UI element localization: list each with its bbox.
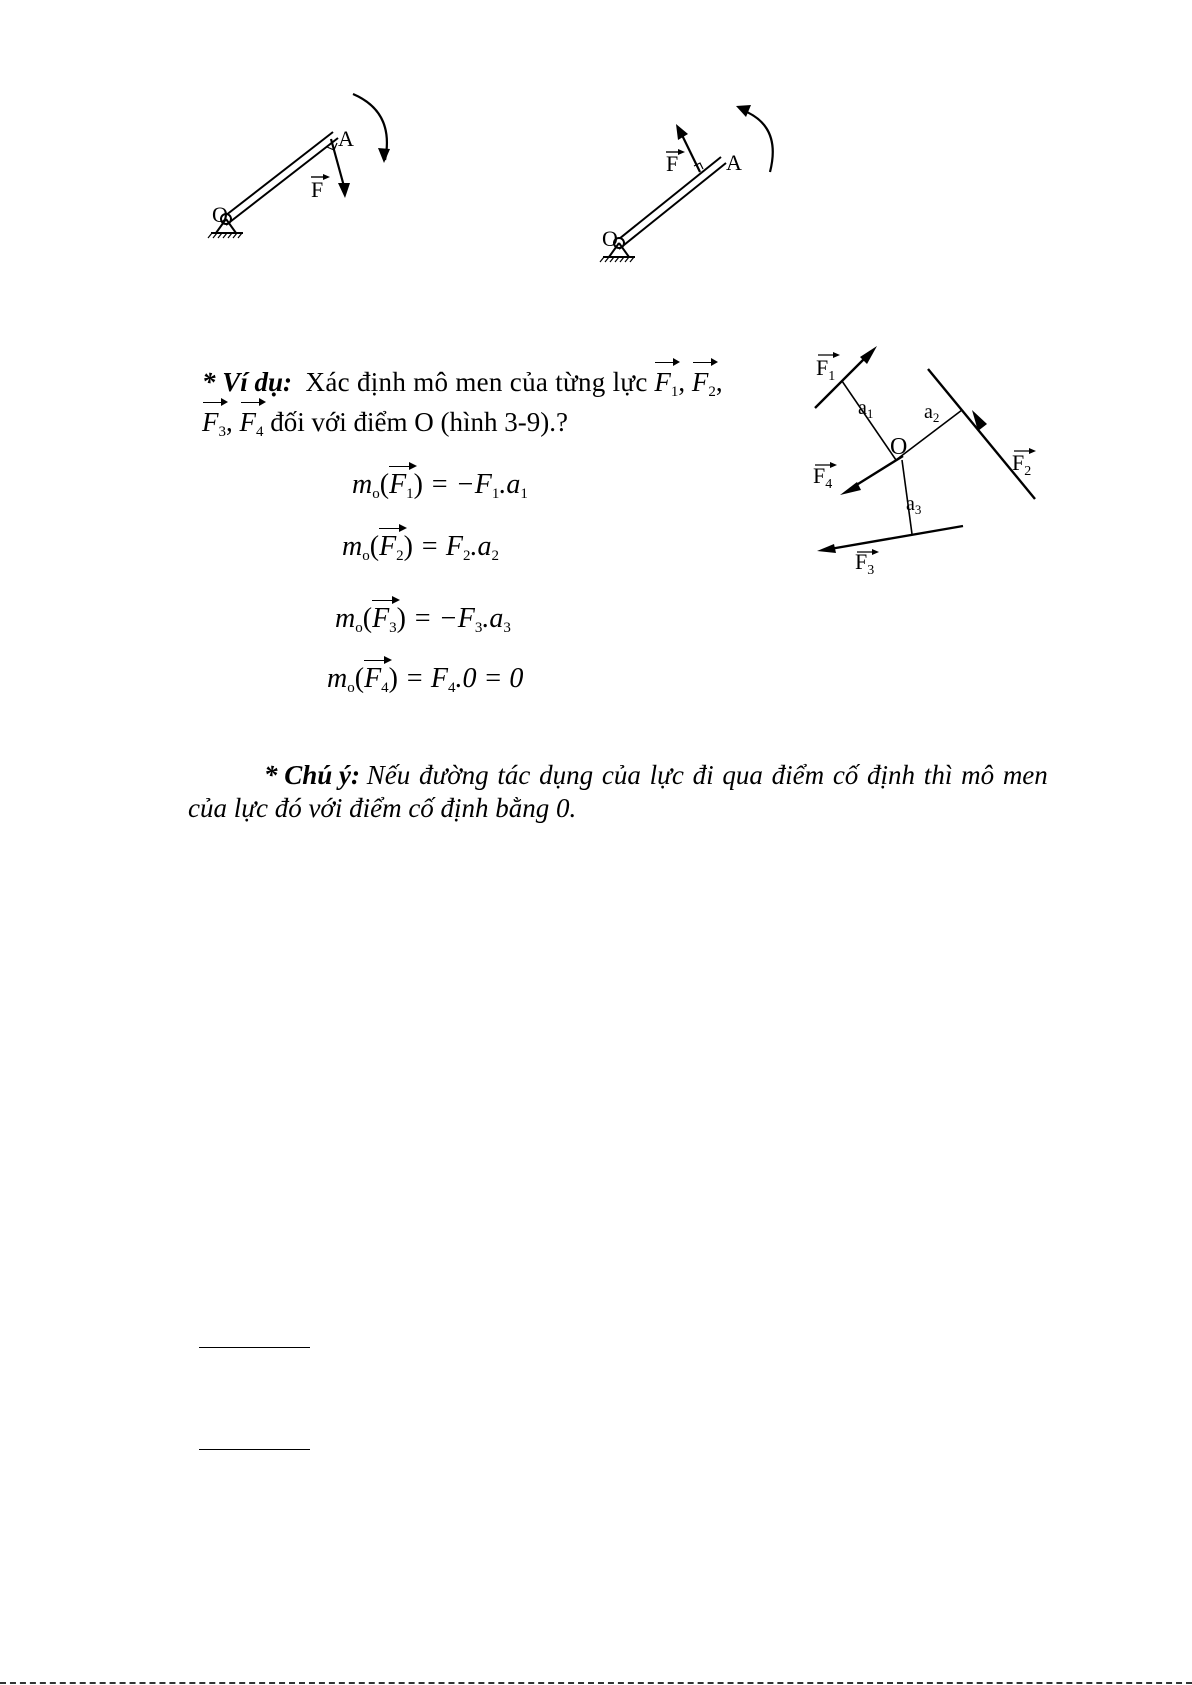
figure-3-9 <box>0 0 1192 600</box>
svg-text:O: O <box>890 434 908 460</box>
vector-f4: $F_4$ <box>240 400 264 450</box>
vector-f3: $F_3$ <box>202 400 226 450</box>
label-f: F <box>311 177 324 202</box>
svg-text:a3: $a_3$ <box>906 493 922 517</box>
equation-3: $m_o(F_3) = -F_3.a_3$ <box>335 597 511 637</box>
footnote-separator <box>199 1347 310 1348</box>
note-text-1: Nếu đường tác dụng của lực đi qua điểm cố định thì mô men <box>366 760 1048 790</box>
note-line-1 <box>264 757 1048 793</box>
example-marker: * Ví dụ: <box>202 367 293 397</box>
equation-1: $m_o(F_1) = -F_1.a_1$ <box>352 463 528 503</box>
label-a: A <box>338 126 354 151</box>
label-o: O <box>212 202 228 227</box>
svg-text:F4: $F_4$ <box>813 463 833 492</box>
example-line-2: $F_3$, $F_4$ đối với điểm O (hình 3-9).? <box>202 400 568 450</box>
svg-text:F2: $F_2$ <box>1012 450 1032 479</box>
page-bottom-border <box>0 1682 1192 1684</box>
label-o: O <box>602 226 618 251</box>
example-text-2: đối với điểm O (hình 3-9).? <box>270 407 568 437</box>
svg-text:a1: $a_1$ <box>858 397 874 421</box>
footnote-separator <box>199 1449 310 1450</box>
svg-text:a2: $a_2$ <box>924 401 940 425</box>
equation-2: $m_o(F_2) = F_2.a_2$ <box>342 525 499 565</box>
svg-text:F1: $F_1$ <box>816 355 836 384</box>
note-line-2 <box>188 790 576 826</box>
equation-4: $m_o(F_4) = F_4.0 = 0$ <box>327 657 523 697</box>
note-marker: * Chú ý: <box>264 760 361 790</box>
svg-text:F3: $F_3$ <box>855 549 875 578</box>
note-text-2: của lực đó với điểm cố định bằng 0. <box>188 793 577 823</box>
label-f: F <box>666 151 679 176</box>
vector-f1: $F_1$ <box>654 360 678 410</box>
example-text-1: Xác định mô men của từng lực <box>305 367 648 397</box>
label-a: A <box>726 150 742 175</box>
vector-f2: $F_2$ <box>692 360 716 410</box>
example-line-1: * Ví dụ: Xác định mô men của từng lực $F_1$, $F_2$, <box>202 360 723 410</box>
